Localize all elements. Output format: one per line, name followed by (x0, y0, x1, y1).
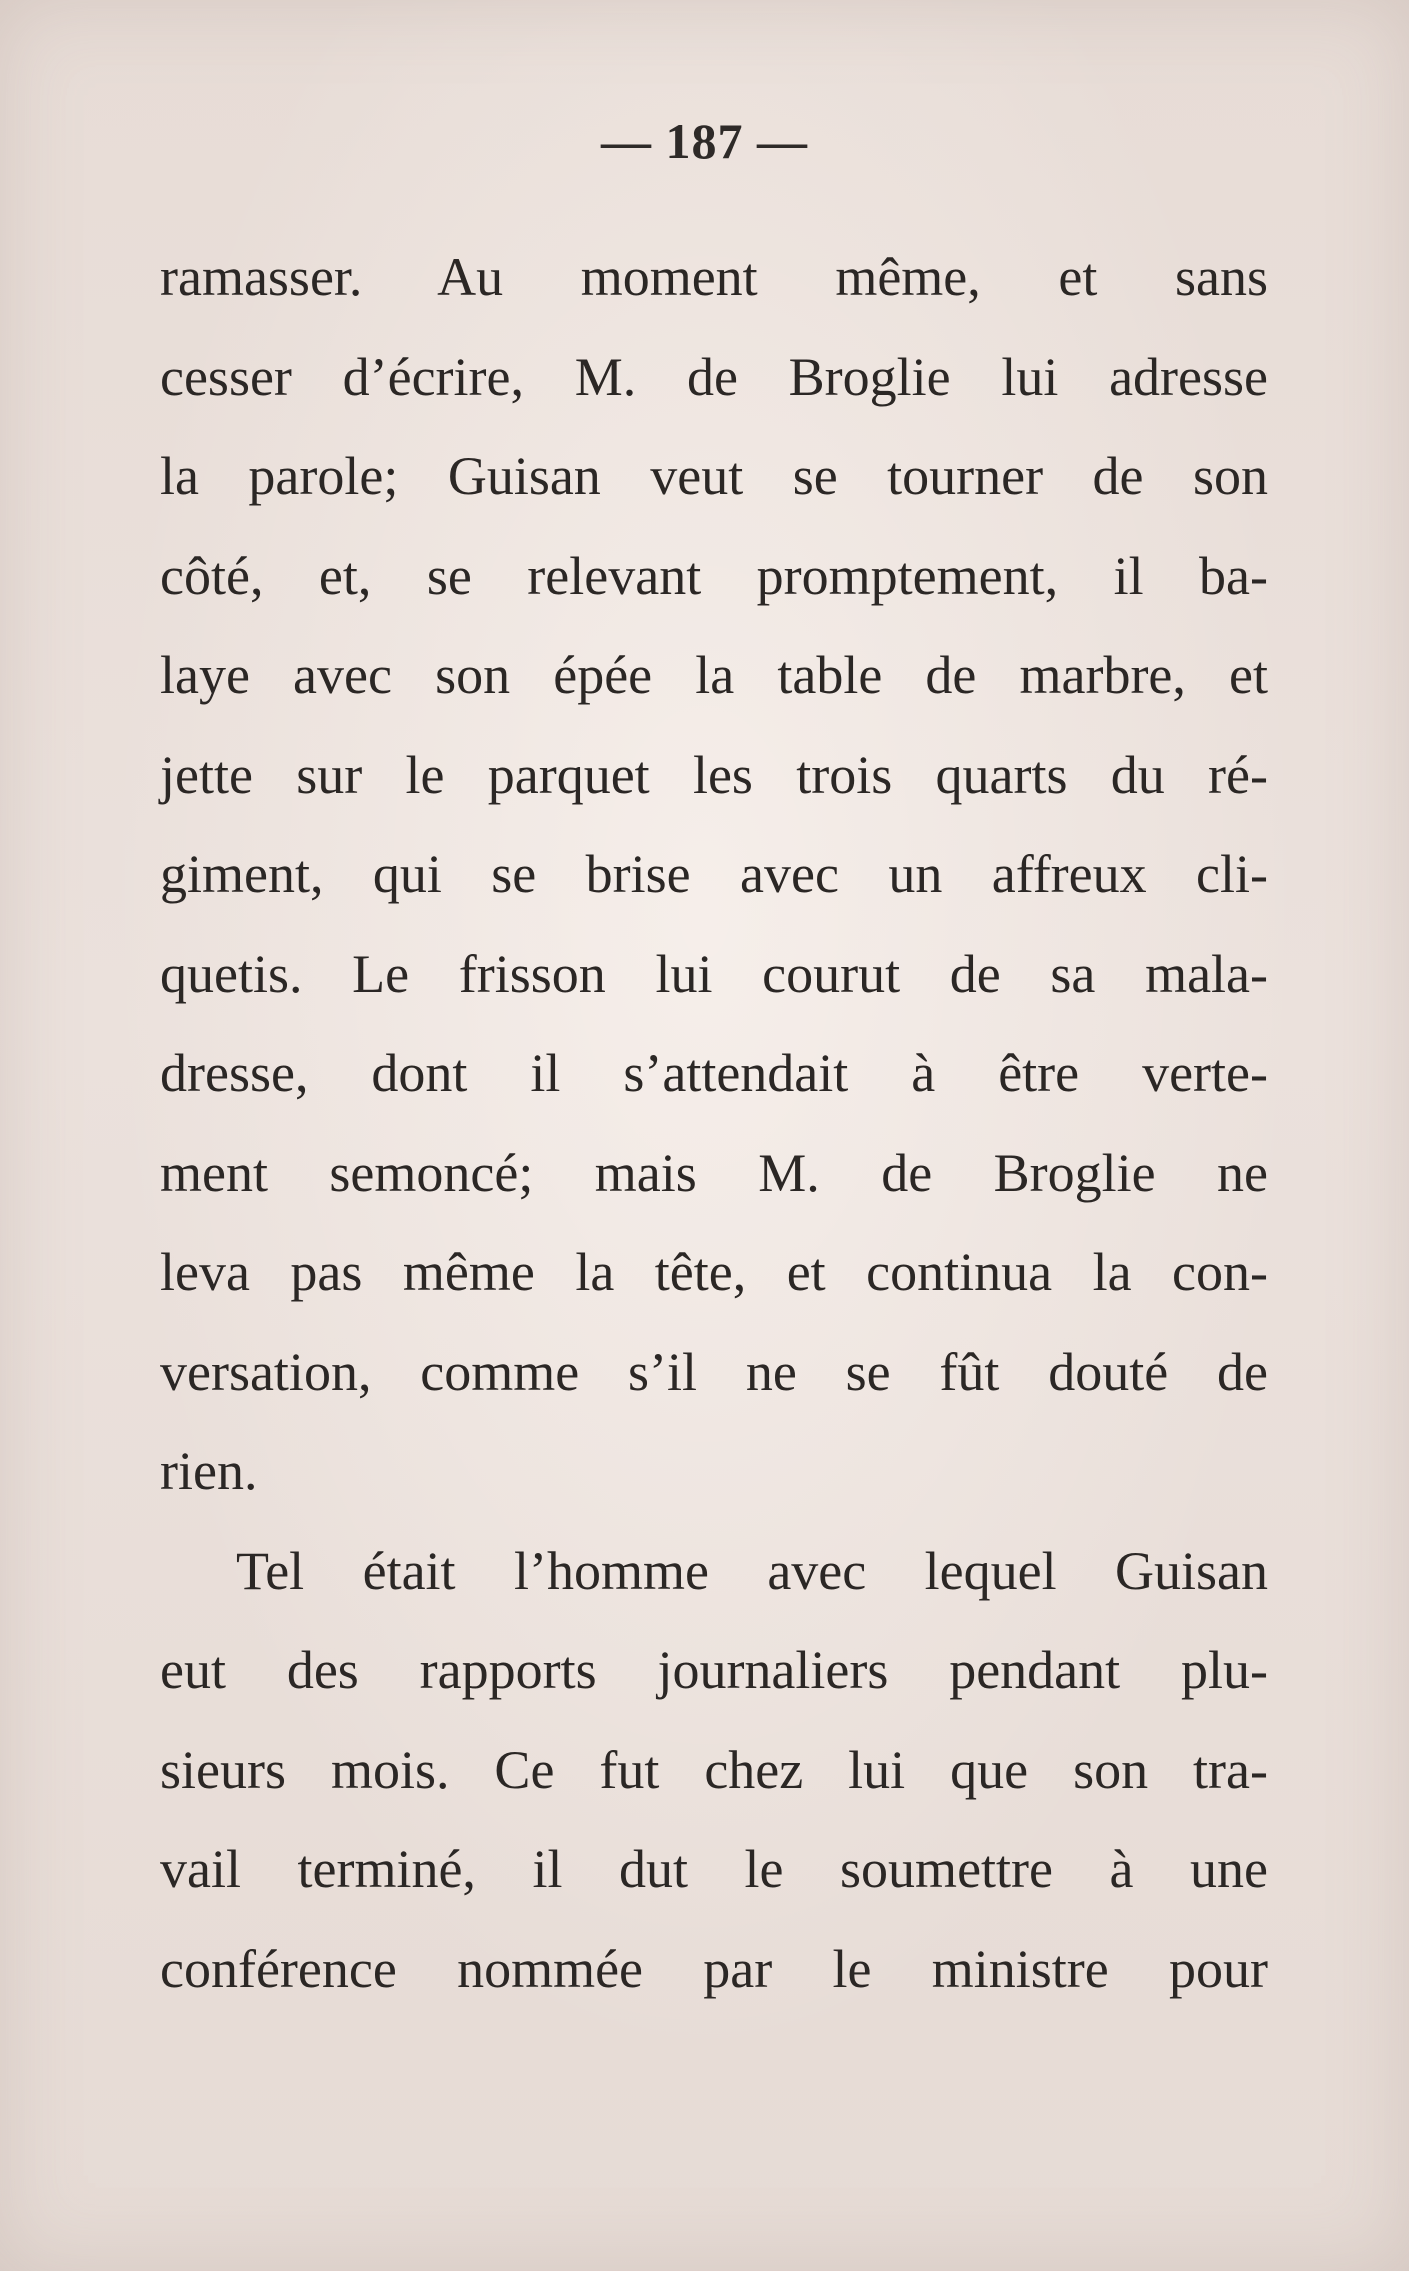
text-line: ment semoncé; mais M. de Broglie ne (160, 1142, 1268, 1203)
text-line: vail terminé, il dut le soumettre à une (160, 1839, 1268, 1899)
text-line: versation, comme s’il ne se fût douté de (160, 1341, 1268, 1402)
text-line: ramasser. Au moment même, et sans (160, 247, 1268, 307)
page-number: — 187 — (601, 113, 808, 169)
text-line: la parole; Guisan veut se tourner de son (160, 446, 1268, 506)
paragraph-2 (160, 1522, 1268, 2020)
text-line: giment, qui se brise avec un affreux cli- (160, 844, 1268, 904)
body-text (160, 228, 1268, 2019)
paragraph-1 (160, 228, 1268, 1522)
text-line: leva pas même la tête, et continua la con- (160, 1242, 1268, 1302)
text-line: sieurs mois. Ce fut chez lui que son tra- (160, 1739, 1268, 1800)
text-line: cesser d’écrire, M. de Broglie lui adresse (160, 346, 1268, 407)
text-line: rien. (160, 1441, 258, 1501)
text-line: conférence nommée par le ministre pour (160, 1938, 1268, 1999)
text-line: côté, et, se relevant promptement, il ba- (160, 545, 1268, 606)
text-line: laye avec son épée la table de marbre, et (160, 645, 1268, 705)
text-line: dresse, dont il s’attendait à être verte- (160, 1043, 1268, 1103)
text-line: Tel était l’homme avec lequel Guisan (236, 1540, 1268, 1601)
text-line: eut des rapports journaliers pendant plu- (160, 1640, 1268, 1700)
text-line: quetis. Le frisson lui courut de sa mala- (160, 943, 1268, 1004)
text-line: jette sur le parquet les trois quarts du ré- (160, 744, 1268, 805)
